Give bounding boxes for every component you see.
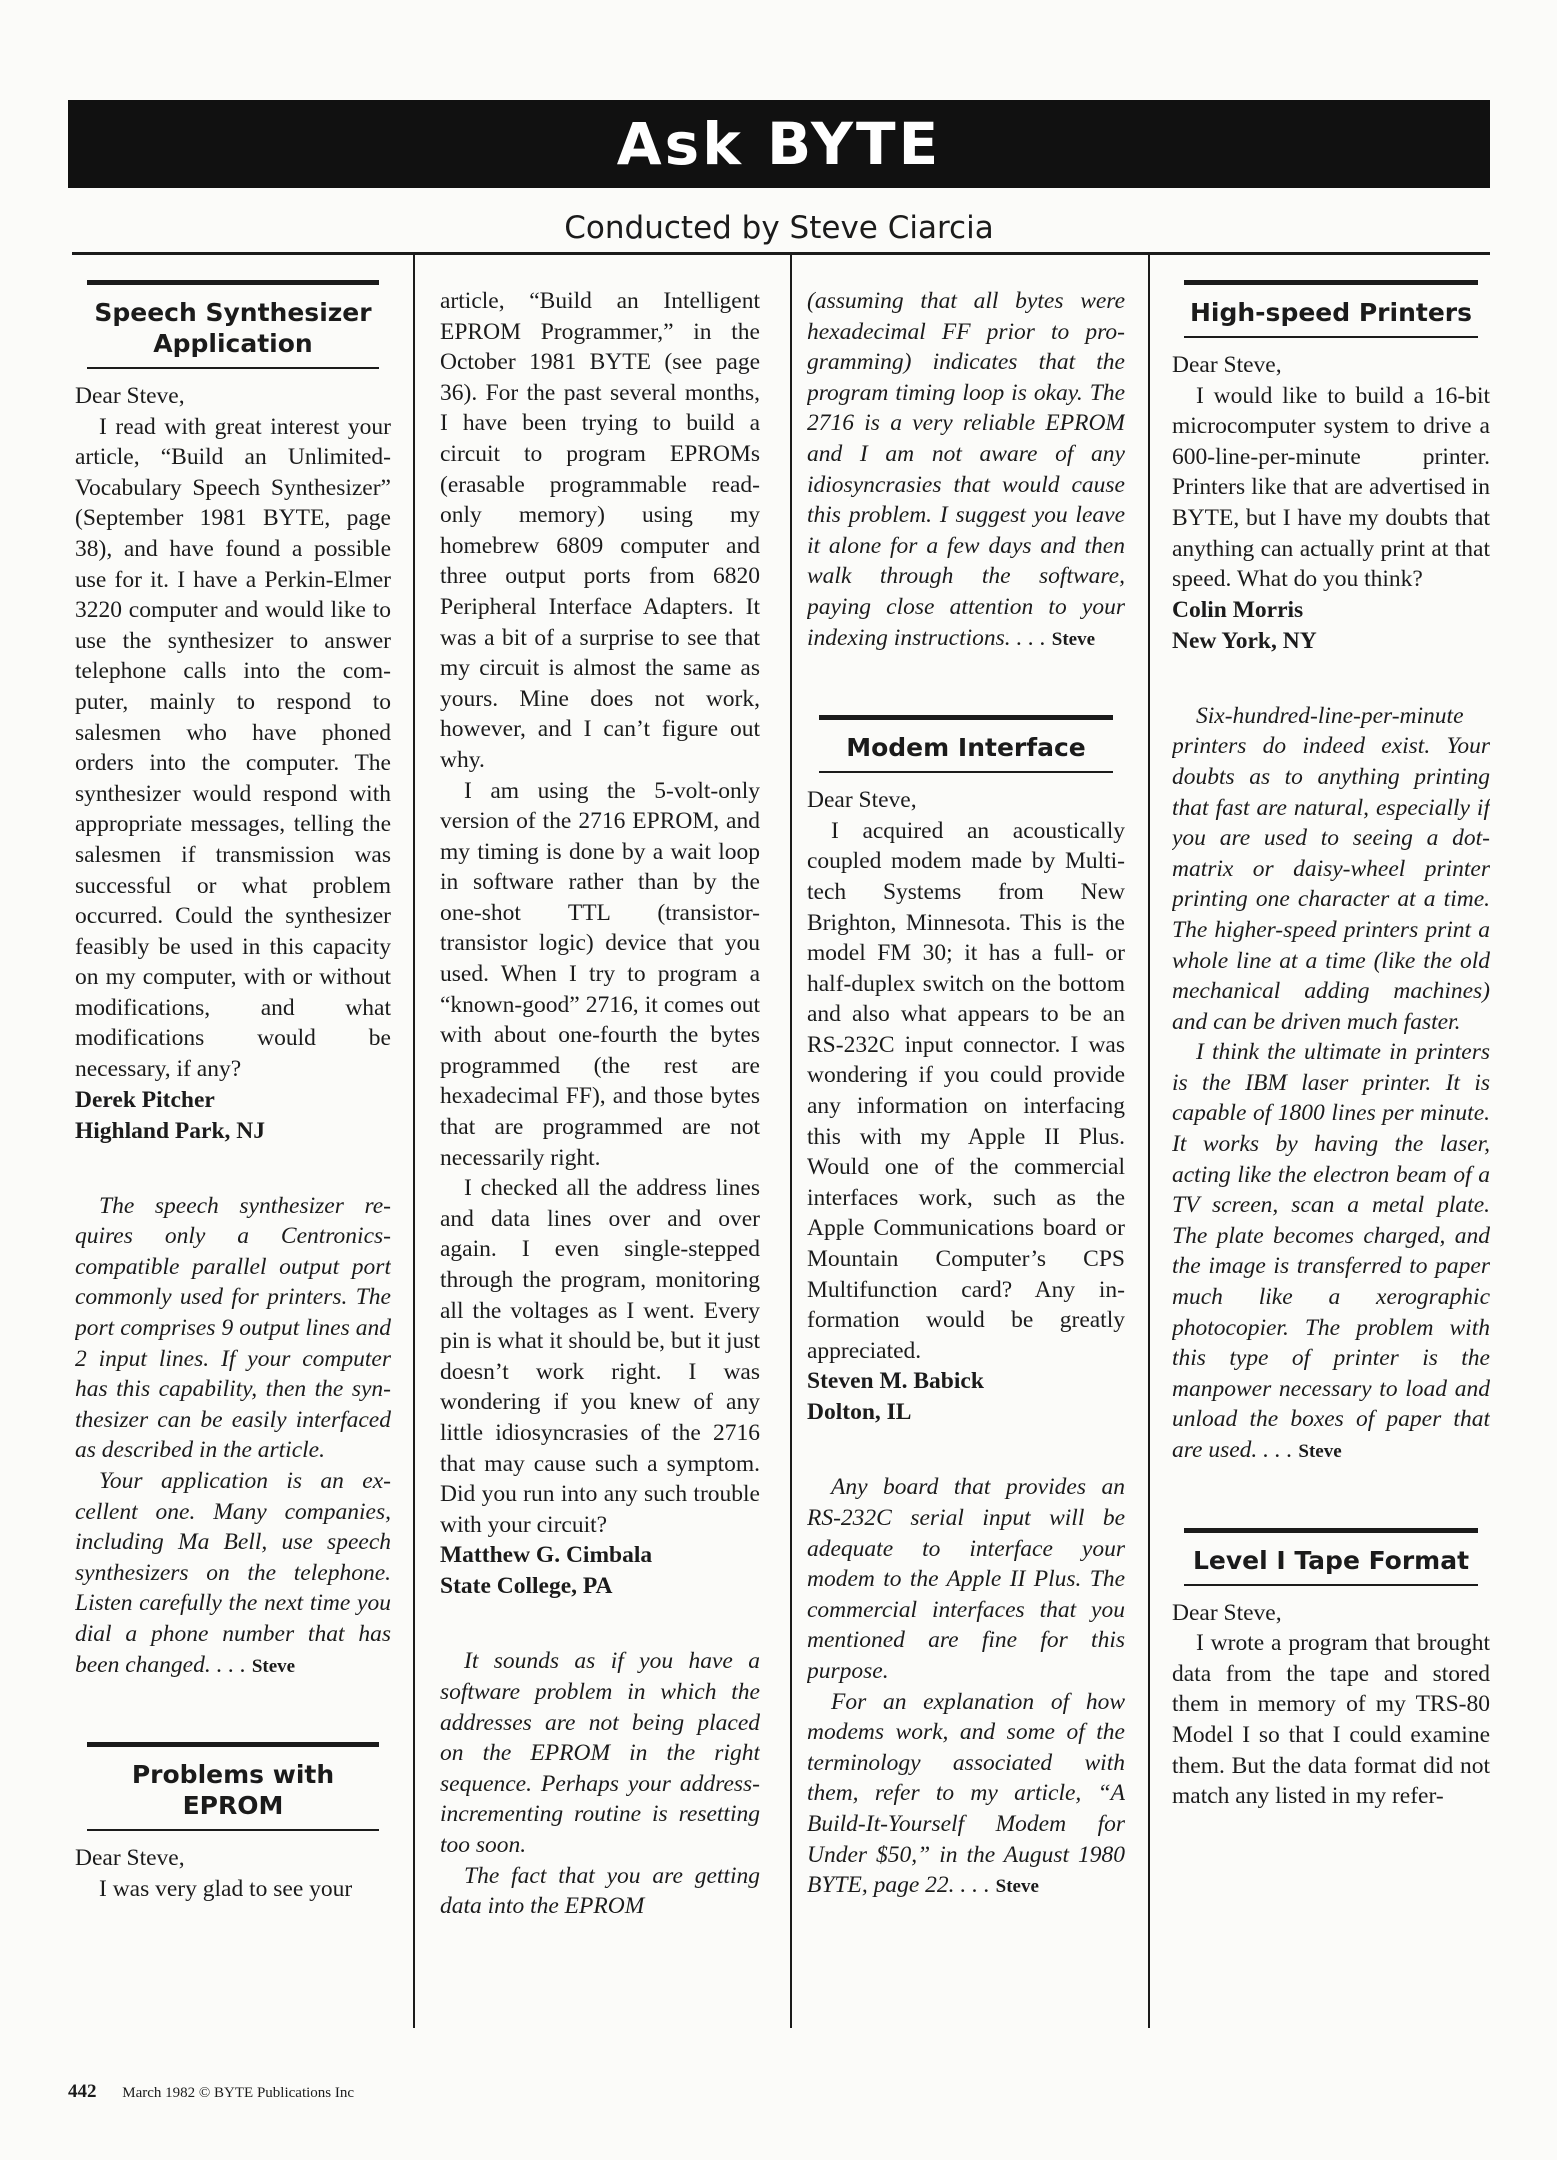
reply (807, 1472, 1125, 1902)
letter-text: I checked all the address lines and data lines over and over again. I even single-stepped through the program, monitoring all the voltages as I went. Every pin is what it should be, but it just doesn’t work right. I was wondering if you knew of any little idiosyncrasies of the 2716 that may cause such a symptom. Did you run into any such trouble with your circuit? (440, 1175, 760, 1538)
section-heading-problems-with-eprom: Problems with EPROM (87, 1742, 379, 1831)
section-heading-level-i-tape-format: Level I Tape Format (1184, 1528, 1478, 1586)
column-3 (807, 286, 1125, 2034)
reply-text (807, 286, 1125, 655)
reply-text: Any board that provides an RS-232C serial input will be adequate to interface your modem to the Apple II Plus. The commercial interfaces that you mentioned are fine for this purpose. (807, 1474, 1125, 1684)
reply-text (807, 1687, 1125, 1903)
signature-name: Colin Morris (1172, 596, 1304, 623)
reply-text (1172, 1037, 1490, 1467)
column-1 (75, 280, 391, 2028)
top-rule (72, 252, 1490, 255)
column-2 (440, 286, 760, 2034)
reply (75, 1191, 391, 1683)
reply-text: Six-hundred-line-per-minute printers do indeed exist. Your doubts as to anything printing that fast are natural, especially if you are used to seeing a dot-matrix or daisy-wheel printer printing one character at a time. The higher-speed printers print a whole line at a time (like the old mechanical adding machines) and can be driven much faster. (1172, 702, 1490, 1035)
signature-place: Highland Park, NJ (75, 1117, 265, 1144)
letter-signature (75, 1085, 391, 1147)
reply-text-body: For an explanation of how modems work, and some of the terminology associated with them, refer to my article, “A Build-It-Yourself Modem for Under $50,” in the August 1980 BYTE, page 22. . . . (807, 1688, 1125, 1899)
reply-text: It sounds as if you have a software problem in which the addresses are not being placed on the EPROM in the right sequence. Perhaps your address-incrementing routine is resetting too soon. (440, 1648, 760, 1858)
reply-text: The speech synthesizer requires only a Centronics-compatible parallel output port commonly used for printers. The port comprises 9 output lines and 2 input lines. If your computer has this capability, then the synthesizer can be easily interfaced as described in the article. (75, 1192, 391, 1464)
section-heading-high-speed-printers: High-speed Printers (1184, 280, 1478, 338)
salutation: Dear Steve, (807, 787, 917, 814)
letter-signature (807, 1366, 1125, 1428)
letter-signature (1172, 595, 1490, 657)
page-footer (68, 2081, 354, 2103)
byline: Conducted by Steve Ciarcia (564, 210, 994, 246)
letter-text: I read with great interest your article, “Build an Unlimited-Vocabulary Speech Synthesizer” (September 1981 BYTE, page 38), and have found a possible use for it. I have a Perkin-Elmer 3220 computer and would like to use the synthesizer to answer telephone calls into the computer, mainly to respond to salesmen who have phoned orders into the computer. The synthesizer would respond with appropriate messages, telling the salesmen if transmission was successful or what problem occurred. Could the synthesizer feasibly be used in this capacity on my computer, with or without modifications, and what modifications would be necessary, if any? (75, 413, 391, 1083)
column-divider (1148, 255, 1150, 2028)
letter-text: I wrote a program that brought data from the tape and stored them in memory of my TRS-80 Model I so that I could examine them. But the data format did not match any listed in my refer- (1172, 1630, 1490, 1810)
reply-text-body: I think the ultimate in printers is the IBM laser printer. It is capable of 1800 lines per minute. It works by having the laser, acting like the electron beam of a TV screen, scan a metal plate. The plate becomes charged, and the image is transferred to paper much like a xerographic photocopier. The problem with this type of printer is the manpower necessary to load and unload the boxes of paper that are used. . . . (1172, 1039, 1490, 1463)
letter-text: I am using the 5-volt-only version of the 2716 EPROM, and my timing is done by a wait loop in software rather than by the one-shot TTL (transistor-transistor logic) device that you used. When I try to program a “known-good” 2716, it comes out with about one-fourth the bytes programmed (the rest are hexadecimal FF), and those bytes that are programmed are not necessarily right. (440, 777, 760, 1171)
section-heading-speech-synthesizer: Speech Synthesizer Application (87, 280, 379, 369)
reply-signoff: Steve (1298, 1441, 1342, 1462)
reply-signoff: Steve (995, 1876, 1039, 1898)
column-divider (790, 255, 792, 2028)
reply-text: The fact that you are getting data into the EPROM (440, 1862, 760, 1920)
letter-text: I would like to build a 16-bit microcomputer system to drive a 600-line-per-minute printer. Printers like that are advertised in BYTE, but I have my doubts that anything can actually print at that speed. What do you think? (1172, 382, 1490, 593)
salutation: Dear Steve, (75, 1845, 185, 1872)
reply-text-body: (assuming that all bytes were hexadecimal FF prior to programming) indicates that the program timing loop is okay. The 2716 is a very reliable EPROM and I am not aware of any idiosyncrasies that would cause this problem. I suggest you leave it alone for a few days and then walk through the software, paying close attention to your indexing instructions. . . . (807, 288, 1125, 651)
salutation: Dear Steve, (1172, 352, 1282, 378)
reply (440, 1646, 760, 1921)
signature-place: Dolton, IL (807, 1399, 912, 1426)
signature-name: Matthew G. Cimbala (440, 1542, 653, 1569)
letter-text: I acquired an acoustically coupled modem made by Multi-tech Systems from New Brighton, Minnesota. This is the model FM 30; it has a full- or half-duplex switch on the bottom and also what appears to be an RS-232C input connector. I was wondering if you could provide any information on interfacing this with my Apple II Plus. Would one of the commercial interfaces work, such as the Apple Communications board or Mountain Computer’s CPS Multifunction card? Any information would be greatly appreciated. (807, 817, 1125, 1364)
reply-continued (807, 286, 1125, 655)
letter-signature (440, 1540, 760, 1602)
column-divider (413, 255, 415, 2028)
column-title: Ask BYTE (616, 110, 942, 178)
reply-signoff: Steve (1051, 628, 1096, 650)
signature-place: New York, NY (1172, 627, 1317, 654)
column-4 (1172, 280, 1490, 2028)
salutation: Dear Steve, (1172, 1599, 1282, 1626)
column-title-banner (68, 100, 1490, 188)
reply (1172, 701, 1490, 1468)
signature-name: Derek Pitcher (75, 1086, 215, 1113)
signature-place: State College, PA (440, 1573, 613, 1600)
issue-credit: March 1982 © BYTE Publications Inc (122, 2085, 355, 2101)
signature-name: Steven M. Babick (807, 1368, 984, 1395)
reply-text-body: Your application is an excellent one. Many companies, including Ma Bell, use speech synthesizers on the telephone. Listen carefully the next time you dial a phone number that has been changed. . . . (75, 1468, 391, 1678)
letter-text: I was very glad to see your (99, 1875, 353, 1902)
page-number: 442 (68, 2081, 97, 2102)
salutation: Dear Steve, (75, 383, 185, 409)
section-heading-modem-interface: Modem Interface (819, 715, 1113, 773)
reply-text (75, 1466, 391, 1682)
reply-signoff: Steve (251, 1655, 296, 1677)
letter-text-continued: article, “Build an Intelligent EPROM Programmer,” in the October 1981 BYTE (see page 36). For the past several months, I have been trying to build a circuit to program EPROMs (erasable programmable read-only memory) using my homebrew 6809 computer and three output ports from 6820 Peripheral Interface Adapters. It was a bit of a surprise to see that my circuit is almost the same as yours. Mine does not work, however, and I can’t figure out why. (440, 288, 760, 773)
